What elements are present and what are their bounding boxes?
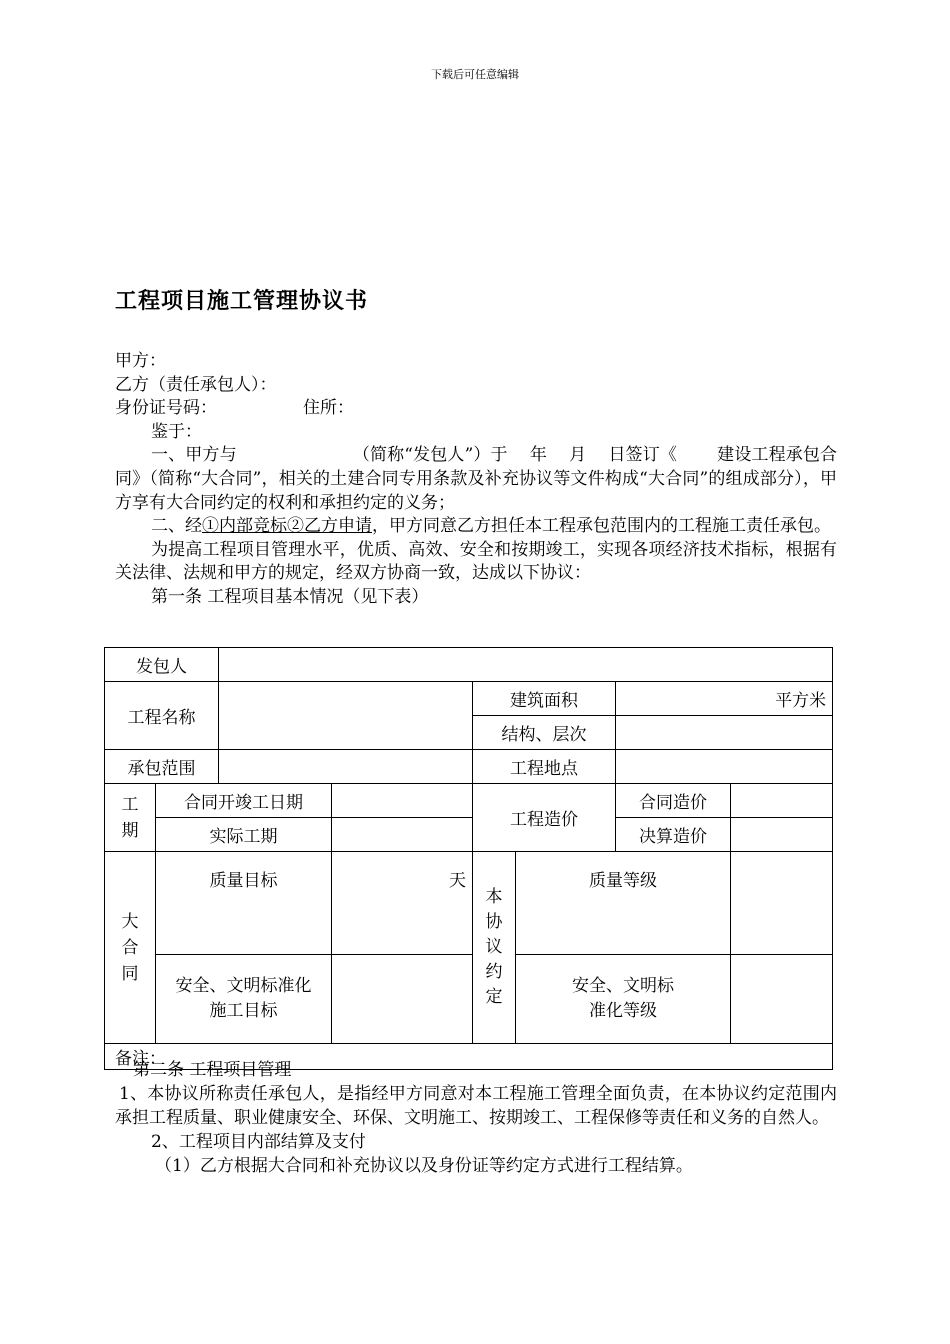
quality-grade-value <box>731 852 833 955</box>
purpose-paragraph: 为提高工程项目管理水平，优质、高效、安全和按期竣工，实现各项经济技术指标，根据有关法律、法规和甲方的规定，经双方协商一致，达成以下协议： <box>115 539 837 584</box>
safety-target-label: 安全、文明标准化施工目标 <box>156 955 332 1044</box>
location-value <box>616 750 833 784</box>
article-2-item-1: 1、本协议所称责任承包人，是指经甲方同意对本工程施工管理全面负责，在本协议约定范围内承担工程质量、职业健康安全、环保、文明施工、按期竣工、工程保修等责任和义务的自然人。 <box>115 1084 837 1128</box>
big-contract-label: 大 合 同 <box>105 852 156 1044</box>
final-price-label: 决算造价 <box>616 818 731 852</box>
project-name-value <box>219 682 473 750</box>
safety-target-value <box>332 955 473 1044</box>
clause-2: 二、经①内部竞标②乙方申请，甲方同意乙方担任本工程承包范围内的工程施工责任承包。 <box>151 516 831 537</box>
actual-period-value <box>332 818 473 852</box>
safety-grade-value <box>731 955 833 1044</box>
period-label: 工 期 <box>105 784 156 852</box>
clause-1: 一、甲方与 （简称“发包人”）于 年 月 日签订《 建设工程承包合同》（简称“大合同”，相关的土建合同专用条款及补充协议等文件构成“大合同”的组成部分），甲方享有大合同约定的权利和承担约定的义务； <box>115 445 838 513</box>
article-2-item-2-1: （1）乙方根据大合同和补充协议以及身份证等约定方式进行工程结算。 <box>155 1156 693 1176</box>
scope-value <box>219 750 473 784</box>
quality-target-days: 天 <box>332 852 473 955</box>
party-b-line: 乙方（责任承包人）： <box>115 374 277 395</box>
page-title: 工程项目施工管理协议书 <box>115 288 369 314</box>
contract-dates-value <box>332 784 473 818</box>
employer-label: 发包人 <box>105 648 219 682</box>
final-price-value <box>731 818 833 852</box>
article-2-heading: 第二条 工程项目管理 <box>133 1060 292 1080</box>
project-name-label: 工程名称 <box>105 682 219 750</box>
quality-target-label: 质量目标 <box>156 852 332 955</box>
contract-price-label: 合同造价 <box>616 784 731 818</box>
id-address-line <box>115 397 837 421</box>
contract-price-value <box>731 784 833 818</box>
building-area-label: 建筑面积 <box>473 682 616 716</box>
safety-grade-label: 安全、文明标准化等级 <box>516 955 731 1044</box>
party-a-line: 甲方： <box>115 351 166 371</box>
whereas-line: 鉴于： <box>151 421 202 442</box>
project-info-table <box>104 647 833 1070</box>
remarks-cell: 备注： <box>105 1044 833 1070</box>
location-label: 工程地点 <box>473 750 616 784</box>
building-area-unit: 平方米 <box>616 682 833 716</box>
header-note: 下载后可任意编辑 <box>431 68 519 81</box>
document-body <box>115 350 837 610</box>
article-1-heading: 第一条 工程项目基本情况（见下表） <box>151 586 429 607</box>
address-label: 住所： <box>303 398 354 419</box>
this-agreement-label: 本 协 议 约 定 <box>473 852 516 1044</box>
id-label: 身份证号码： <box>115 398 217 419</box>
employer-value <box>219 648 833 682</box>
article-2-item-2: 2、工程项目内部结算及支付 <box>151 1132 366 1152</box>
cost-label: 工程造价 <box>473 784 616 852</box>
contract-dates-label: 合同开竣工日期 <box>156 784 332 818</box>
article-2-section <box>115 1058 837 1178</box>
actual-period-label: 实际工期 <box>156 818 332 852</box>
quality-grade-label: 质量等级 <box>516 852 731 955</box>
structure-label: 结构、层次 <box>473 716 616 750</box>
structure-value <box>616 716 833 750</box>
scope-label: 承包范围 <box>105 750 219 784</box>
